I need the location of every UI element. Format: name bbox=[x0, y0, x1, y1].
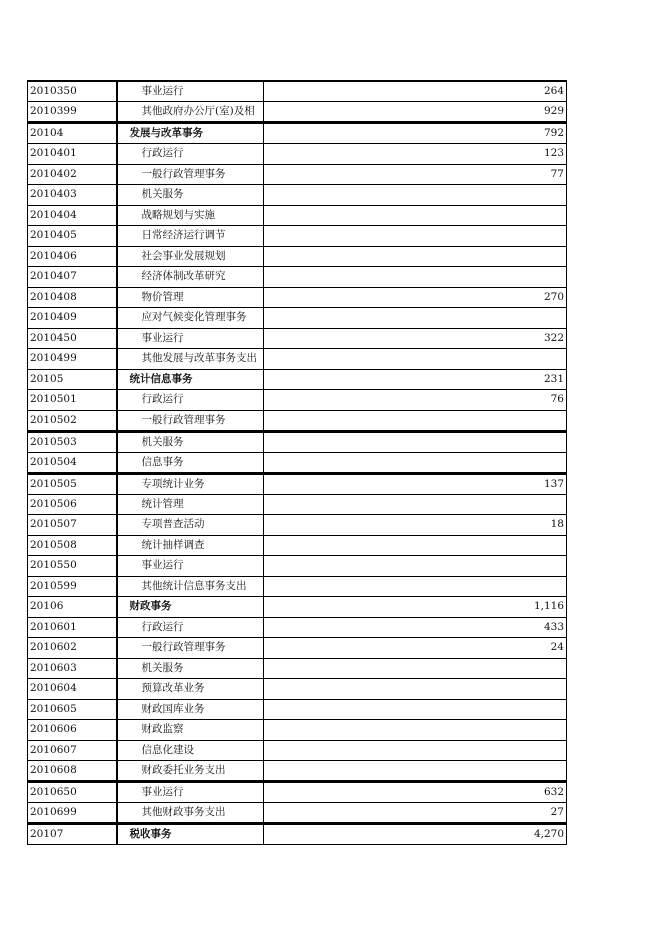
table-row bbox=[28, 556, 567, 577]
category-row bbox=[28, 123, 567, 144]
subject-code-cell[interactable]: 2010406 bbox=[28, 246, 117, 267]
amount-cell[interactable] bbox=[264, 226, 567, 247]
subject-name-cell[interactable]: 统计抽样调查 bbox=[117, 535, 264, 556]
table-row bbox=[28, 803, 567, 824]
subject-name-cell[interactable]: 其他财政事务支出 bbox=[117, 803, 264, 824]
table-row bbox=[28, 102, 567, 123]
subject-name-cell[interactable]: 行政运行 bbox=[117, 144, 264, 165]
table-row bbox=[28, 658, 567, 679]
subject-name-cell[interactable]: 统计信息事务 bbox=[117, 369, 264, 390]
subject-code-cell[interactable]: 2010608 bbox=[28, 761, 117, 782]
amount-cell[interactable] bbox=[264, 740, 567, 761]
subject-name-cell[interactable]: 一般行政管理事务 bbox=[117, 638, 264, 659]
subject-name-cell[interactable]: 事业运行 bbox=[117, 782, 264, 803]
subject-code-cell[interactable]: 2010502 bbox=[28, 410, 117, 431]
subject-name-cell[interactable]: 信息化建设 bbox=[117, 740, 264, 761]
amount-cell[interactable]: 792 bbox=[264, 123, 567, 144]
subject-name-cell[interactable]: 信息事务 bbox=[117, 452, 264, 473]
subject-name-cell[interactable]: 机关服务 bbox=[117, 185, 264, 206]
subject-code-cell[interactable]: 20104 bbox=[28, 123, 117, 144]
category-row bbox=[28, 369, 567, 390]
subject-name-cell[interactable]: 经济体制改革研究 bbox=[117, 267, 264, 288]
subject-name-cell[interactable]: 税收事务 bbox=[117, 824, 264, 845]
amount-cell[interactable] bbox=[264, 494, 567, 515]
category-row bbox=[28, 824, 567, 845]
amount-cell[interactable] bbox=[264, 576, 567, 597]
table-row bbox=[28, 473, 567, 494]
subject-name-cell[interactable]: 其他政府办公厅(室)及相 bbox=[117, 102, 264, 123]
amount-cell[interactable] bbox=[264, 720, 567, 741]
table-row bbox=[28, 638, 567, 659]
subject-name-cell[interactable]: 行政运行 bbox=[117, 390, 264, 411]
subject-code-cell[interactable]: 2010503 bbox=[28, 431, 117, 452]
subject-name-cell[interactable]: 其他统计信息事务支出 bbox=[117, 576, 264, 597]
subject-code-cell[interactable]: 2010607 bbox=[28, 740, 117, 761]
amount-cell[interactable] bbox=[264, 761, 567, 782]
table-row bbox=[28, 452, 567, 473]
subject-code-cell[interactable]: 2010505 bbox=[28, 473, 117, 494]
amount-cell[interactable]: 231 bbox=[264, 369, 567, 390]
table-row bbox=[28, 267, 567, 288]
amount-cell[interactable]: 76 bbox=[264, 390, 567, 411]
subject-code-cell[interactable]: 2010601 bbox=[28, 617, 117, 638]
subject-name-cell[interactable]: 专项统计业务 bbox=[117, 473, 264, 494]
subject-name-cell[interactable]: 发展与改革事务 bbox=[117, 123, 264, 144]
table-row bbox=[28, 740, 567, 761]
amount-cell[interactable] bbox=[264, 679, 567, 700]
subject-name-cell[interactable]: 财政委托业务支出 bbox=[117, 761, 264, 782]
subject-name-cell[interactable]: 行政运行 bbox=[117, 617, 264, 638]
amount-cell[interactable]: 270 bbox=[264, 287, 567, 308]
table-row bbox=[28, 782, 567, 803]
subject-code-cell[interactable]: 2010550 bbox=[28, 556, 117, 577]
subject-name-cell[interactable]: 日常经济运行调节 bbox=[117, 226, 264, 247]
amount-cell[interactable] bbox=[264, 246, 567, 267]
table-row bbox=[28, 679, 567, 700]
subject-code-cell[interactable]: 2010508 bbox=[28, 535, 117, 556]
amount-cell[interactable] bbox=[264, 185, 567, 206]
subject-name-cell[interactable]: 财政事务 bbox=[117, 597, 264, 618]
subject-code-cell[interactable]: 20107 bbox=[28, 824, 117, 845]
table-row bbox=[28, 308, 567, 329]
table-row bbox=[28, 390, 567, 411]
table-row bbox=[28, 494, 567, 515]
subject-code-cell[interactable]: 2010506 bbox=[28, 494, 117, 515]
table-row bbox=[28, 144, 567, 165]
subject-code-cell[interactable]: 20106 bbox=[28, 597, 117, 618]
subject-code-cell[interactable]: 2010650 bbox=[28, 782, 117, 803]
subject-code-cell[interactable]: 2010605 bbox=[28, 699, 117, 720]
amount-cell[interactable] bbox=[264, 535, 567, 556]
subject-name-cell[interactable]: 一般行政管理事务 bbox=[117, 164, 264, 185]
subject-code-cell[interactable]: 2010409 bbox=[28, 308, 117, 329]
subject-code-cell[interactable]: 2010408 bbox=[28, 287, 117, 308]
subject-code-cell[interactable]: 2010350 bbox=[28, 81, 117, 102]
table-body bbox=[28, 81, 567, 845]
subject-code-cell[interactable]: 2010606 bbox=[28, 720, 117, 741]
amount-cell[interactable]: 24 bbox=[264, 638, 567, 659]
subject-code-cell[interactable]: 2010603 bbox=[28, 658, 117, 679]
amount-cell[interactable]: 27 bbox=[264, 803, 567, 824]
amount-cell[interactable] bbox=[264, 452, 567, 473]
subject-name-cell[interactable]: 物价管理 bbox=[117, 287, 264, 308]
amount-cell[interactable]: 929 bbox=[264, 102, 567, 123]
amount-cell[interactable]: 1,116 bbox=[264, 597, 567, 618]
table-row bbox=[28, 699, 567, 720]
table-row bbox=[28, 81, 567, 102]
subject-name-cell[interactable]: 预算改革业务 bbox=[117, 679, 264, 700]
table-row bbox=[28, 576, 567, 597]
subject-code-cell[interactable]: 20105 bbox=[28, 369, 117, 390]
subject-code-cell[interactable]: 2010499 bbox=[28, 349, 117, 370]
amount-cell[interactable] bbox=[264, 431, 567, 452]
table-row bbox=[28, 164, 567, 185]
table-row bbox=[28, 761, 567, 782]
amount-cell[interactable]: 77 bbox=[264, 164, 567, 185]
table-row bbox=[28, 535, 567, 556]
amount-cell[interactable]: 433 bbox=[264, 617, 567, 638]
subject-code-cell[interactable]: 2010402 bbox=[28, 164, 117, 185]
amount-cell[interactable] bbox=[264, 267, 567, 288]
subject-name-cell[interactable]: 战略规划与实施 bbox=[117, 205, 264, 226]
subject-name-cell[interactable]: 财政国库业务 bbox=[117, 699, 264, 720]
subject-code-cell[interactable]: 2010507 bbox=[28, 515, 117, 536]
subject-code-cell[interactable]: 2010599 bbox=[28, 576, 117, 597]
amount-cell[interactable] bbox=[264, 308, 567, 329]
amount-cell[interactable]: 137 bbox=[264, 473, 567, 494]
amount-cell[interactable]: 123 bbox=[264, 144, 567, 165]
subject-name-cell[interactable]: 事业运行 bbox=[117, 556, 264, 577]
subject-name-cell[interactable]: 应对气候变化管理事务 bbox=[117, 308, 264, 329]
amount-cell[interactable] bbox=[264, 349, 567, 370]
subject-code-cell[interactable]: 2010604 bbox=[28, 679, 117, 700]
category-row bbox=[28, 597, 567, 618]
subject-code-cell[interactable]: 2010405 bbox=[28, 226, 117, 247]
subject-code-cell[interactable]: 2010501 bbox=[28, 390, 117, 411]
subject-name-cell[interactable]: 专项普查活动 bbox=[117, 515, 264, 536]
subject-name-cell[interactable]: 机关服务 bbox=[117, 658, 264, 679]
subject-code-cell[interactable]: 2010401 bbox=[28, 144, 117, 165]
table-row bbox=[28, 205, 567, 226]
subject-code-cell[interactable]: 2010403 bbox=[28, 185, 117, 206]
subject-name-cell[interactable]: 财政监察 bbox=[117, 720, 264, 741]
amount-cell[interactable]: 264 bbox=[264, 81, 567, 102]
table-row bbox=[28, 410, 567, 431]
subject-code-cell[interactable]: 2010404 bbox=[28, 205, 117, 226]
subject-name-cell[interactable]: 一般行政管理事务 bbox=[117, 410, 264, 431]
subject-code-cell[interactable]: 2010407 bbox=[28, 267, 117, 288]
table-row bbox=[28, 349, 567, 370]
table-row bbox=[28, 246, 567, 267]
amount-cell[interactable] bbox=[264, 556, 567, 577]
amount-cell[interactable] bbox=[264, 658, 567, 679]
table-row bbox=[28, 328, 567, 349]
subject-code-cell[interactable]: 2010602 bbox=[28, 638, 117, 659]
subject-name-cell[interactable]: 事业运行 bbox=[117, 328, 264, 349]
table-row bbox=[28, 226, 567, 247]
table-row bbox=[28, 431, 567, 452]
amount-cell[interactable] bbox=[264, 699, 567, 720]
subject-name-cell[interactable]: 其他发展与改革事务支出 bbox=[117, 349, 264, 370]
budget-table-sheet bbox=[27, 80, 566, 845]
amount-cell[interactable] bbox=[264, 410, 567, 431]
table-row bbox=[28, 720, 567, 741]
subject-code-cell[interactable]: 2010699 bbox=[28, 803, 117, 824]
amount-cell[interactable]: 18 bbox=[264, 515, 567, 536]
subject-code-cell[interactable]: 2010399 bbox=[28, 102, 117, 123]
table-row bbox=[28, 515, 567, 536]
amount-cell[interactable] bbox=[264, 205, 567, 226]
subject-name-cell[interactable]: 社会事业发展规划 bbox=[117, 246, 264, 267]
budget-expenditure-table bbox=[27, 80, 567, 845]
subject-code-cell[interactable]: 2010504 bbox=[28, 452, 117, 473]
amount-cell[interactable]: 322 bbox=[264, 328, 567, 349]
table-row bbox=[28, 617, 567, 638]
table-row bbox=[28, 287, 567, 308]
subject-name-cell[interactable]: 事业运行 bbox=[117, 81, 264, 102]
table-row bbox=[28, 185, 567, 206]
subject-name-cell[interactable]: 机关服务 bbox=[117, 431, 264, 452]
subject-code-cell[interactable]: 2010450 bbox=[28, 328, 117, 349]
amount-cell[interactable]: 4,270 bbox=[264, 824, 567, 845]
amount-cell[interactable]: 632 bbox=[264, 782, 567, 803]
subject-name-cell[interactable]: 统计管理 bbox=[117, 494, 264, 515]
